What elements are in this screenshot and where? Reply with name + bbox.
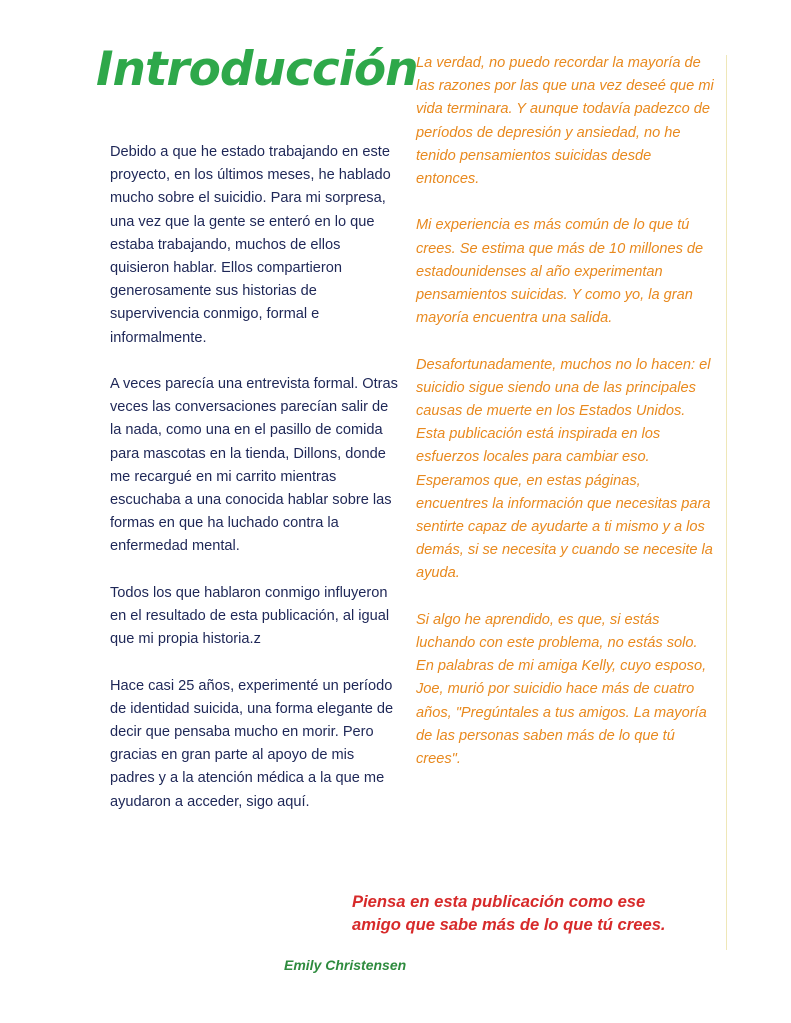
pull-quote-line-1: Piensa en esta publicación como ese xyxy=(352,892,646,911)
left-paragraph-4: Hace casi 25 años, experimenté un período de identidad suicida, una forma elegante de decir que pensaba mucho en morir. Pero gracias en gran parte al apoyo de mis padres y a la atención médica a la que me ayudaron a acceder, sigo aquí. xyxy=(110,677,394,810)
page-title: Introducción xyxy=(96,42,418,97)
column-divider xyxy=(726,55,727,950)
right-column xyxy=(416,52,716,794)
left-column xyxy=(110,141,400,837)
right-paragraph-3: Desafortunadamente, muchos no lo hacen: el suicidio sigue siendo una de las principales causas de muerte en los Estados Unidos. Esta publicación está inspirada en los esfuerzos locales para cambiar eso. Esperamos que, en estas páginas, encuentres la información que necesitas para sentirte capaz de ayudarte a ti mismo y a los demás, si se necesita y cuando se necesite la ayuda. xyxy=(416,356,713,582)
left-paragraph-2: A veces parecía una entrevista formal. Otras veces las conversaciones parecían salir de la nada, como una en el pasillo de comida para mascotas en la tienda, Dillons, donde me recargué en mi carrito mientras escuchaba a una conocida hablar sobre las formas en que ha luchado contra la enfermedad mental. xyxy=(110,376,398,555)
pull-quote xyxy=(352,890,742,936)
pull-quote-line-2: amigo que sabe más de lo que tú crees. xyxy=(352,915,666,934)
left-paragraph-3: Todos los que hablaron conmigo influyeron en el resultado de esta publicación, al igual que mi propia historia.z xyxy=(110,584,390,648)
author-name: Emily Christensen xyxy=(284,957,407,973)
right-paragraph-4: Si algo he aprendido, es que, si estás luchando con este problema, no estás solo. En palabras de mi amiga Kelly, cuyo esposo, Joe, murió por suicidio hace más de cuatro años, "Pregúntales a tus amigos. La mayoría de las personas saben más de lo que tú crees". xyxy=(416,611,707,768)
left-paragraph-1: Debido a que he estado trabajando en este proyecto, en los últimos meses, he hablado mucho sobre el suicidio. Para mi sorpresa, una vez que la gente se enteró en lo que estaba trabajando, muchos de ellos quisieron hablar. Ellos compartieron generosamente sus historias de supervivencia conmigo, formal e informalmente. xyxy=(110,144,391,346)
right-paragraph-2: Mi experiencia es más común de lo que tú crees. Se estima que más de 10 millones de estadounidenses al año experimentan pensamientos suicidas. Y como yo, la gran mayoría encuentra una salida. xyxy=(416,217,704,327)
right-paragraph-1: La verdad, no puedo recordar la mayoría de las razones por las que una vez deseé que mi vida terminara. Y aunque todavía padezco de períodos de depresión y ansiedad, no he tenido pensamientos suicidas desde entonces. xyxy=(416,55,714,188)
